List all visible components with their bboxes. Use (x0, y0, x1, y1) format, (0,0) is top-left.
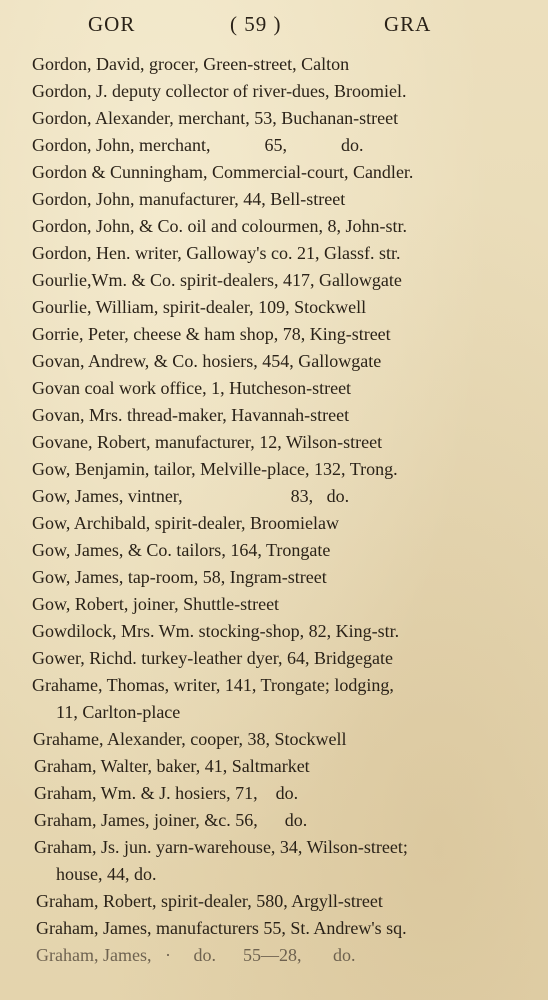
entry-text: Gow, Archibald, spirit-dealer, Broomielaw (32, 513, 340, 533)
entry-text: Gourlie,Wm. & Co. spirit-dealers, 417, Gallowgate (32, 270, 402, 290)
running-head-right: GRA (384, 12, 432, 36)
directory-entry (0, 294, 548, 321)
entry-text: Gow, Benjamin, tailor, Melville-place, 132, Trong. (32, 459, 398, 479)
directory-entry (0, 348, 548, 375)
directory-entry (0, 240, 548, 267)
entry-text: Govane, Robert, manufacturer, 12, Wilson-street (32, 432, 383, 452)
entry-text: Gower, Richd. turkey-leather dyer, 64, Bridgegate (32, 648, 393, 668)
entry-text: Gow, James, tap-room, 58, Ingram-street (32, 567, 327, 587)
entry-text: Gorrie, Peter, cheese & ham shop, 78, King-street (32, 324, 391, 344)
directory-entry (0, 807, 548, 834)
entry-text: Gordon, Alexander, merchant, 53, Buchanan-street (32, 108, 399, 128)
entry-text: Gow, Robert, joiner, Shuttle-street (32, 594, 280, 614)
entry-text: Grahame, Thomas, writer, 141, Trongate; lodging, (32, 675, 394, 695)
running-head-left: GOR (88, 12, 136, 36)
directory-entry (0, 510, 548, 537)
directory-entry (0, 429, 548, 456)
entry-text: Graham, James, · do. 55—28, do. (36, 945, 356, 965)
directory-entry-continuation (0, 699, 548, 726)
directory-entry (0, 726, 548, 753)
directory-entry (0, 483, 548, 510)
directory-entry (0, 105, 548, 132)
entry-text: Gow, James, vintner, 83, do. (32, 486, 350, 506)
directory-entry (0, 78, 548, 105)
entry-text: Graham, James, manufacturers 55, St. Andrew's sq. (36, 918, 407, 938)
entry-text: Gordon, John, & Co. oil and colourmen, 8, John-str. (32, 216, 407, 236)
directory-entry (0, 834, 548, 861)
directory-entry (0, 375, 548, 402)
entry-text: Govan, Mrs. thread-maker, Havannah-street (32, 405, 350, 425)
entry-text: Gordon, John, merchant, 65, do. (32, 135, 364, 155)
entry-text: house, 44, do. (56, 864, 157, 884)
directory-entry (0, 591, 548, 618)
entry-text: Gordon, David, grocer, Green-street, Calton (32, 54, 350, 74)
entry-text: Gourlie, William, spirit-dealer, 109, Stockwell (32, 297, 367, 317)
directory-entry (0, 186, 548, 213)
directory-entry (0, 564, 548, 591)
directory-entry (0, 51, 548, 78)
directory-entry (0, 321, 548, 348)
directory-entry (0, 618, 548, 645)
directory-entry (0, 267, 548, 294)
entry-text: 11, Carlton-place (56, 702, 181, 722)
entry-text: Govan coal work office, 1, Hutcheson-street (32, 378, 352, 398)
directory-entry-continuation (0, 861, 548, 888)
entry-text: Gow, James, & Co. tailors, 164, Trongate (32, 540, 331, 560)
directory-entry (0, 132, 548, 159)
entry-text: Graham, Robert, spirit-dealer, 580, Argyll-street (36, 891, 383, 911)
entry-text: Govan, Andrew, & Co. hosiers, 454, Gallowgate (32, 351, 382, 371)
directory-entry (0, 402, 548, 429)
entry-text: Graham, Js. jun. yarn-warehouse, 34, Wilson-street; (34, 837, 408, 857)
directory-entry (0, 915, 548, 942)
page-number: ( 59 ) (230, 12, 282, 36)
directory-entry (0, 456, 548, 483)
directory-entry (0, 537, 548, 564)
entry-text: Gordon, Hen. writer, Galloway's co. 21, Glassf. str. (32, 243, 401, 263)
directory-entry (0, 753, 548, 780)
directory-entry (0, 942, 548, 969)
directory-entry (0, 888, 548, 915)
entry-text: Gordon, J. deputy collector of river-dues, Broomiel. (32, 81, 407, 101)
directory-entry (0, 645, 548, 672)
entry-text: Graham, Walter, baker, 41, Saltmarket (34, 756, 310, 776)
entry-text: Gordon, John, manufacturer, 44, Bell-street (32, 189, 346, 209)
page-header (0, 12, 548, 42)
directory-entry (0, 672, 548, 699)
entry-text: Grahame, Alexander, cooper, 38, Stockwell (33, 729, 347, 749)
entry-text: Graham, Wm. & J. hosiers, 71, do. (34, 783, 299, 803)
entry-text: Gowdilock, Mrs. Wm. stocking-shop, 82, King-str. (32, 621, 400, 641)
directory-entries (0, 51, 548, 969)
directory-entry (0, 213, 548, 240)
entry-text: Gordon & Cunningham, Commercial-court, Candler. (32, 162, 414, 182)
directory-entry (0, 780, 548, 807)
directory-entry (0, 159, 548, 186)
entry-text: Graham, James, joiner, &c. 56, do. (34, 810, 308, 830)
